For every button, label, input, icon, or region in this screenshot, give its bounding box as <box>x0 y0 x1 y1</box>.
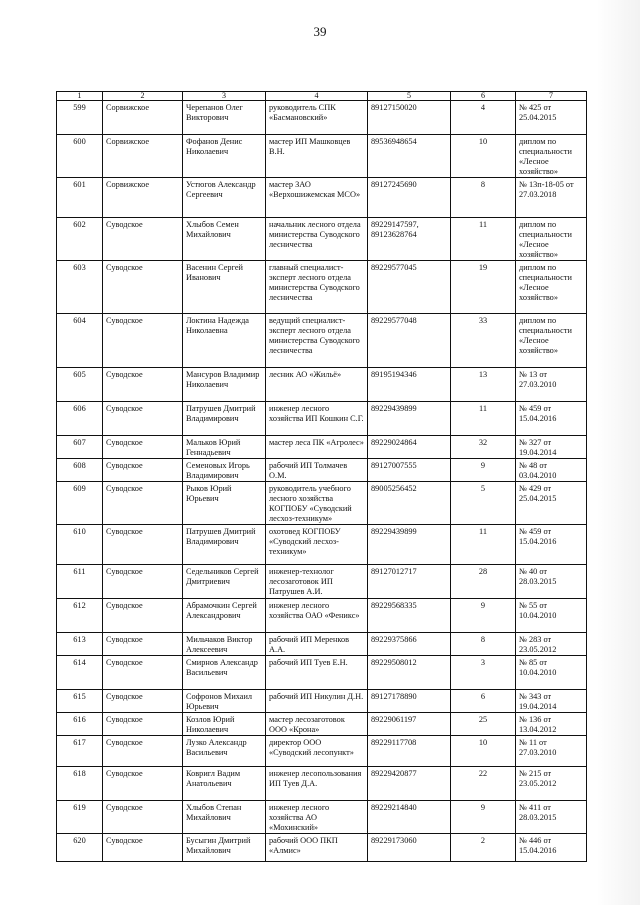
phone-cell: 89229439899 <box>368 402 451 436</box>
document-cell: диплом по специальности «Лесное хозяйство» <box>516 218 587 261</box>
page-number: 39 <box>313 24 327 39</box>
column-number: 3 <box>183 92 266 101</box>
table-row <box>57 801 587 834</box>
row-number: 617 <box>57 736 103 767</box>
experience-cell: 22 <box>451 767 516 801</box>
table-row <box>57 482 587 525</box>
position-cell: инженер лесного хозяйства ОАО «Феникс» <box>266 599 368 633</box>
experience-cell: 11 <box>451 525 516 565</box>
district-cell: Суводское <box>103 656 183 690</box>
phone-cell: 89127007555 <box>368 459 451 482</box>
document-cell: диплом по специальности «Лесное хозяйство» <box>516 261 587 314</box>
document-cell: № 283 от 23.05.2012 <box>516 633 587 656</box>
experience-cell: 19 <box>451 261 516 314</box>
phone-cell: 89229577048 <box>368 314 451 368</box>
district-cell: Суводское <box>103 402 183 436</box>
district-cell: Суводское <box>103 767 183 801</box>
column-number: 7 <box>516 92 587 101</box>
row-number: 616 <box>57 713 103 736</box>
table-row <box>57 218 587 261</box>
table-row <box>57 736 587 767</box>
document-cell: № 425 от 25.04.2015 <box>516 101 587 135</box>
full-name-cell: Мильчаков Виктор Алексеевич <box>183 633 266 656</box>
district-cell: Суводское <box>103 525 183 565</box>
table-row <box>57 599 587 633</box>
table-body <box>57 101 587 862</box>
row-number: 599 <box>57 101 103 135</box>
full-name-cell: Патрушев Дмитрий Владимирович <box>183 402 266 436</box>
row-number: 613 <box>57 633 103 656</box>
phone-cell: 89229508012 <box>368 656 451 690</box>
phone-cell: 89229061197 <box>368 713 451 736</box>
experience-cell: 11 <box>451 218 516 261</box>
column-number: 4 <box>266 92 368 101</box>
experience-cell: 9 <box>451 459 516 482</box>
full-name-cell: Локтина Надежда Николаевна <box>183 314 266 368</box>
table-row <box>57 314 587 368</box>
row-number: 610 <box>57 525 103 565</box>
experience-cell: 5 <box>451 482 516 525</box>
document-cell: № 411 от 28.03.2015 <box>516 801 587 834</box>
row-number: 612 <box>57 599 103 633</box>
document-cell: диплом по специальности «Лесное хозяйство» <box>516 135 587 178</box>
position-cell: мастер лесозаготовок ООО «Крона» <box>266 713 368 736</box>
district-cell: Суводское <box>103 801 183 834</box>
row-number: 602 <box>57 218 103 261</box>
table-row <box>57 135 587 178</box>
document-cell: № 459 от 15.04.2016 <box>516 525 587 565</box>
table-row <box>57 261 587 314</box>
experience-cell: 32 <box>451 436 516 459</box>
position-cell: мастер ЗАО «Верхошижемская МСО» <box>266 178 368 218</box>
district-cell: Суводское <box>103 482 183 525</box>
column-number: 1 <box>57 92 103 101</box>
full-name-cell: Васенин Сергей Иванович <box>183 261 266 314</box>
table-row <box>57 178 587 218</box>
phone-cell: 89005256452 <box>368 482 451 525</box>
document-cell: № 459 от 15.04.2016 <box>516 402 587 436</box>
row-number: 620 <box>57 834 103 862</box>
experience-cell: 13 <box>451 368 516 402</box>
phone-cell: 89229577045 <box>368 261 451 314</box>
position-cell: мастер леса ПК «Агролес» <box>266 436 368 459</box>
row-number: 601 <box>57 178 103 218</box>
full-name-cell: Мальков Юрий Геннадьевич <box>183 436 266 459</box>
table-row <box>57 436 587 459</box>
full-name-cell: Семеновых Игорь Владимирович <box>183 459 266 482</box>
table-row <box>57 402 587 436</box>
experience-cell: 6 <box>451 690 516 713</box>
table-row <box>57 767 587 801</box>
row-number: 618 <box>57 767 103 801</box>
district-cell: Суводское <box>103 690 183 713</box>
full-name-cell: Смирнов Александр Васильевич <box>183 656 266 690</box>
row-number: 619 <box>57 801 103 834</box>
position-cell: главный специалист-эксперт лесного отдела министерства Суводского лесничества <box>266 261 368 314</box>
registry-table <box>56 91 587 862</box>
full-name-cell: Лузко Александр Васильевич <box>183 736 266 767</box>
district-cell: Суводское <box>103 599 183 633</box>
table-row <box>57 656 587 690</box>
position-cell: рабочий ИП Туев Е.Н. <box>266 656 368 690</box>
experience-cell: 8 <box>451 633 516 656</box>
document-cell: № 40 от 28.03.2015 <box>516 565 587 599</box>
column-number: 2 <box>103 92 183 101</box>
district-cell: Суводское <box>103 834 183 862</box>
phone-cell: 89229024864 <box>368 436 451 459</box>
row-number: 608 <box>57 459 103 482</box>
experience-cell: 9 <box>451 599 516 633</box>
position-cell: охотовед КОГПОБУ «Суводский лесхоз-техникум» <box>266 525 368 565</box>
position-cell: инженер-технолог лесозаготовок ИП Патрушев А.И. <box>266 565 368 599</box>
district-cell: Суводское <box>103 713 183 736</box>
document-cell: № 215 от 23.05.2012 <box>516 767 587 801</box>
column-number-row <box>57 92 587 101</box>
table-row <box>57 525 587 565</box>
phone-cell: 89195194346 <box>368 368 451 402</box>
full-name-cell: Патрушев Дмитрий Владимирович <box>183 525 266 565</box>
district-cell: Суводское <box>103 565 183 599</box>
row-number: 607 <box>57 436 103 459</box>
position-cell: ведущий специалист-эксперт лесного отдела министерства Суводского лесничества <box>266 314 368 368</box>
phone-cell: 89127245690 <box>368 178 451 218</box>
document-cell: № 429 от 25.04.2015 <box>516 482 587 525</box>
table-row <box>57 565 587 599</box>
full-name-cell: Мансуров Владимир Николаевич <box>183 368 266 402</box>
table-row <box>57 459 587 482</box>
position-cell: рабочий ИП Никулин Д.Н. <box>266 690 368 713</box>
experience-cell: 10 <box>451 135 516 178</box>
table-row <box>57 690 587 713</box>
position-cell: рабочий ИП Толмачев О.М. <box>266 459 368 482</box>
phone-cell: 89229117708 <box>368 736 451 767</box>
experience-cell: 28 <box>451 565 516 599</box>
experience-cell: 25 <box>451 713 516 736</box>
phone-cell: 89229173060 <box>368 834 451 862</box>
table-row <box>57 713 587 736</box>
experience-cell: 3 <box>451 656 516 690</box>
scan-edge-shadow <box>596 0 640 905</box>
full-name-cell: Козлов Юрий Николаевич <box>183 713 266 736</box>
document-cell: № 48 от 03.04.2010 <box>516 459 587 482</box>
full-name-cell: Фофанов Денис Николаевич <box>183 135 266 178</box>
document-cell: № 85 от 10.04.2010 <box>516 656 587 690</box>
table-row <box>57 834 587 862</box>
row-number: 609 <box>57 482 103 525</box>
position-cell: инженер лесопользования ИП Туев Д.А. <box>266 767 368 801</box>
phone-cell: 89536948654 <box>368 135 451 178</box>
phone-cell: 89229568335 <box>368 599 451 633</box>
column-number: 5 <box>368 92 451 101</box>
row-number: 603 <box>57 261 103 314</box>
phone-cell: 89229439899 <box>368 525 451 565</box>
district-cell: Суводское <box>103 736 183 767</box>
phone-cell: 89229420877 <box>368 767 451 801</box>
position-cell: начальник лесного отдела министерства Суводского лесничества <box>266 218 368 261</box>
phone-cell: 89127012717 <box>368 565 451 599</box>
full-name-cell: Устюгов Александр Сергеевич <box>183 178 266 218</box>
experience-cell: 9 <box>451 801 516 834</box>
full-name-cell: Хлыбов Степан Михайлович <box>183 801 266 834</box>
row-number: 611 <box>57 565 103 599</box>
district-cell: Сорвижское <box>103 178 183 218</box>
district-cell: Сорвижское <box>103 135 183 178</box>
full-name-cell: Черепанов Олег Викторович <box>183 101 266 135</box>
position-cell: лесник АО «Жильё» <box>266 368 368 402</box>
experience-cell: 33 <box>451 314 516 368</box>
position-cell: рабочий ИП Меренков А.А. <box>266 633 368 656</box>
district-cell: Суводское <box>103 218 183 261</box>
full-name-cell: Абрамочкин Сергей Александрович <box>183 599 266 633</box>
document-cell: № 13п-18-05 от 27.03.2018 <box>516 178 587 218</box>
table-row <box>57 368 587 402</box>
experience-cell: 4 <box>451 101 516 135</box>
full-name-cell: Седельников Сергей Дмитриевич <box>183 565 266 599</box>
row-number: 605 <box>57 368 103 402</box>
district-cell: Суводское <box>103 633 183 656</box>
phone-cell: 89127178890 <box>368 690 451 713</box>
row-number: 604 <box>57 314 103 368</box>
experience-cell: 11 <box>451 402 516 436</box>
full-name-cell: Бусыгин Дмитрий Михайлович <box>183 834 266 862</box>
position-cell: руководитель учебного лесного хозяйства КОГПОБУ «Суводский лесхоз-техникум» <box>266 482 368 525</box>
phone-cell: 89229214840 <box>368 801 451 834</box>
position-cell: мастер ИП Машковцев В.Н. <box>266 135 368 178</box>
position-cell: рабочий ООО ПКП «Алмис» <box>266 834 368 862</box>
experience-cell: 8 <box>451 178 516 218</box>
column-number: 6 <box>451 92 516 101</box>
full-name-cell: Рыков Юрий Юрьевич <box>183 482 266 525</box>
document-cell: № 136 от 13.04.2012 <box>516 713 587 736</box>
experience-cell: 2 <box>451 834 516 862</box>
experience-cell: 10 <box>451 736 516 767</box>
position-cell: руководитель СПК «Басмановский» <box>266 101 368 135</box>
full-name-cell: Ковригл Вадим Анатольевич <box>183 767 266 801</box>
document-cell: № 327 от 19.04.2014 <box>516 436 587 459</box>
district-cell: Сорвижское <box>103 101 183 135</box>
position-cell: инженер лесного хозяйства АО «Мохинский» <box>266 801 368 834</box>
position-cell: инженер лесного хозяйства ИП Кошкин С.Г. <box>266 402 368 436</box>
document-cell: № 13 от 27.03.2010 <box>516 368 587 402</box>
district-cell: Суводское <box>103 261 183 314</box>
district-cell: Суводское <box>103 459 183 482</box>
document-cell: № 55 от 10.04.2010 <box>516 599 587 633</box>
table-row <box>57 633 587 656</box>
full-name-cell: Софронов Михаил Юрьевич <box>183 690 266 713</box>
district-cell: Суводское <box>103 314 183 368</box>
document-cell: диплом по специальности «Лесное хозяйство» <box>516 314 587 368</box>
district-cell: Суводское <box>103 368 183 402</box>
row-number: 600 <box>57 135 103 178</box>
district-cell: Суводское <box>103 436 183 459</box>
row-number: 614 <box>57 656 103 690</box>
table-row <box>57 101 587 135</box>
phone-cell: 89229147597, 89123628764 <box>368 218 451 261</box>
row-number: 606 <box>57 402 103 436</box>
row-number: 615 <box>57 690 103 713</box>
document-cell: № 446 от 15.04.2016 <box>516 834 587 862</box>
full-name-cell: Хлыбов Семен Михайлович <box>183 218 266 261</box>
phone-cell: 89229375866 <box>368 633 451 656</box>
document-cell: № 343 от 19.04.2014 <box>516 690 587 713</box>
phone-cell: 89127150020 <box>368 101 451 135</box>
position-cell: директор ООО «Суводский лесопункт» <box>266 736 368 767</box>
document-cell: № 11 от 27.03.2010 <box>516 736 587 767</box>
